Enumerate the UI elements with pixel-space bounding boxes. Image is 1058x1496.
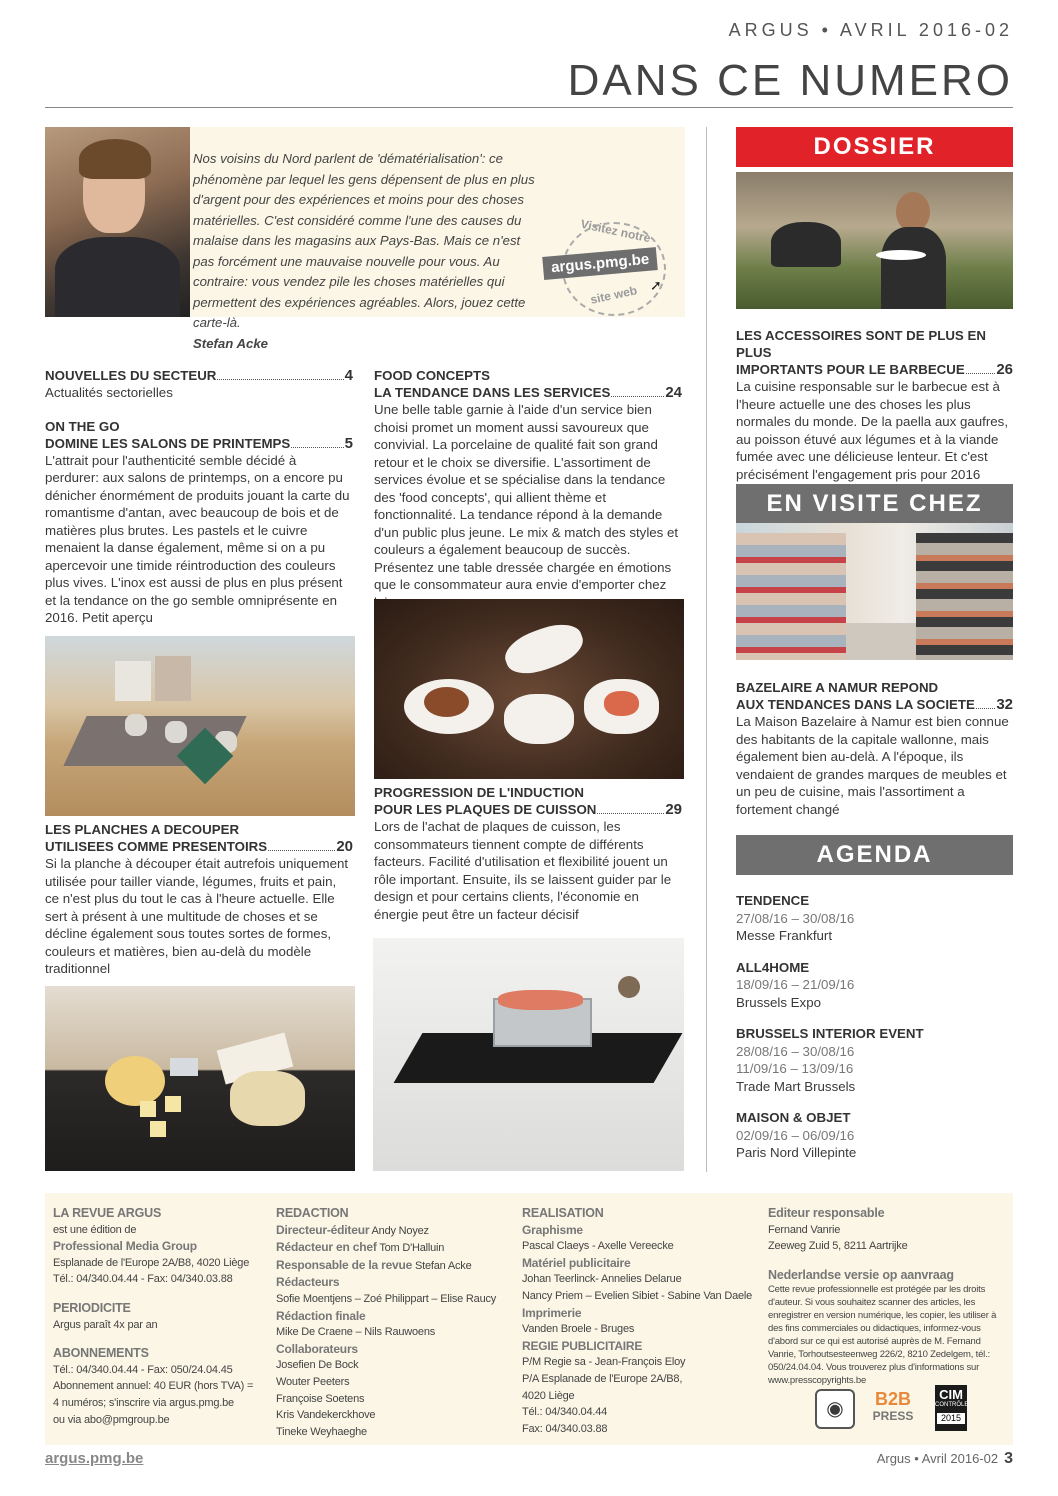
article-summary: Si la planche à découper était autrefois uniquement utilisée pour tailler viande, légumes, fruits et pain, ce n'est plus du tout le cas à l'heure actuelle. Elle sert à présent à une multitude de choses et se décline également sous toutes sortes de formes, couleurs et matières, bien au-delà du modèle traditionnel	[45, 856, 349, 976]
article-page: 4	[344, 367, 353, 384]
role-label: Rédacteurs	[276, 1275, 340, 1290]
role-label: Rédaction finale	[276, 1308, 366, 1323]
stamp-top-text: Visitez notre	[579, 216, 652, 246]
article-title-line1: BAZELAIRE A NAMUR REPOND	[736, 680, 939, 695]
page-footer	[877, 1450, 1013, 1468]
article-barbecue[interactable]	[736, 327, 1013, 483]
article-title-line1: LES ACCESSOIRES SONT DE PLUS EN PLUS	[736, 328, 986, 360]
role-value: Stefan Acke	[414, 1259, 472, 1272]
colophon-heading: Nederlandse versie op aanvraag	[768, 1267, 954, 1282]
article-induction[interactable]	[374, 784, 682, 923]
agenda-dates: 18/09/16 – 21/09/16	[736, 977, 855, 992]
colophon-col-1	[53, 1205, 268, 1428]
role-label: Directeur-éditeur	[276, 1222, 370, 1237]
b2b-press-label: PRESS	[872, 1409, 914, 1423]
stamp-bottom-text: site web	[589, 283, 639, 307]
colophon-line: Tél.: 04/340.04.44 - Fax: 050/24.04.45	[53, 1363, 233, 1376]
page-title: DANS CE NUMERO	[567, 56, 1013, 105]
colophon-line: Zeeweg Zuid 5, 8211 Aartrijke	[768, 1240, 908, 1253]
visite-heading: EN VISITE CHEZ	[736, 484, 1013, 523]
induction-cooktop-photo	[373, 938, 684, 1171]
article-planches[interactable]	[45, 821, 353, 978]
article-page: 26	[996, 361, 1013, 378]
collaborator: Josefien De Bock	[276, 1359, 359, 1372]
cim-logo	[935, 1385, 967, 1431]
role-label: Responsable de la revue	[276, 1257, 413, 1272]
agenda-item	[736, 1025, 1013, 1095]
agenda-dates: 02/09/16 – 06/09/16	[736, 1127, 855, 1143]
editorial-box	[45, 127, 685, 351]
article-nouvelles[interactable]	[45, 367, 353, 402]
article-title: POUR LES PLAQUES DE CUISSON	[374, 802, 597, 817]
colophon-heading: ABONNEMENTS	[53, 1346, 149, 1361]
agenda-item	[736, 1109, 1013, 1162]
role-label: Rédacteur en chef	[276, 1240, 377, 1255]
article-on-the-go[interactable]	[45, 418, 353, 627]
article-summary: Une belle table garnie à l'aide d'un service bien choisi promet un moment aussi savoureux que convivial. La porcelaine de qualité fait son grand retour et le choix se diversifie. L'assortiment de services évolue et se spécialise dans la tendance des 'food concepts', qui allient thème et fonctionnalité. La tendance répond à la demande d'un public plus jeune. Le mix & match des styles et couleurs a également beaucoup de succès. Présentez une table dressée chargée en émotions que le consommateur aura envie d'emporter chez	[374, 402, 679, 592]
collaborator: Kris Vandekerckhove	[276, 1409, 376, 1422]
middle-column-lower	[374, 784, 682, 939]
role-value: 4020 Liège	[522, 1389, 575, 1402]
article-summary: Actualités sectorielles	[45, 385, 173, 400]
article-title: LA TENDANCE DANS LES SERVICES	[374, 385, 611, 400]
role-value: Mike De Craene – Nils Rauwoens	[276, 1326, 436, 1339]
stamp-url-link[interactable]: argus.pmg.be	[542, 247, 658, 280]
article-food-concepts[interactable]	[374, 367, 682, 611]
table-setting-photo	[45, 636, 355, 816]
role-value: Pascal Claeys - Axelle Vereecke	[522, 1240, 674, 1253]
website-link[interactable]: argus.pmg.be	[45, 1450, 144, 1467]
colophon	[45, 1193, 1013, 1445]
article-title-line1: LES PLANCHES A DECOUPER	[45, 822, 240, 837]
cursor-icon: ➚	[650, 277, 662, 293]
agenda-dates: 28/08/16 – 30/08/16	[736, 1043, 855, 1059]
article-page: 24	[665, 384, 682, 401]
column-divider	[706, 127, 707, 1172]
barbecue-photo	[736, 172, 1013, 309]
role-value: Andy Noyez	[371, 1224, 429, 1237]
footer-issue: Argus • Avril 2016-02	[876, 1451, 999, 1466]
colophon-heading: REALISATION	[522, 1206, 604, 1220]
cheese-board-photo	[45, 986, 355, 1171]
collaborator: Wouter Peeters	[276, 1375, 350, 1388]
collaborator: Françoise Soetens	[276, 1392, 365, 1405]
article-title: DOMINE LES SALONS DE PRINTEMPS	[45, 435, 291, 451]
agenda-event-title: MAISON & OBJET	[736, 1110, 851, 1125]
colophon-col-2	[276, 1205, 511, 1440]
colophon-heading: Editeur responsable	[768, 1206, 885, 1220]
agenda-heading: AGENDA	[736, 835, 1013, 875]
role-label: Matériel publicitaire	[522, 1255, 631, 1270]
agenda-event-title: ALL4HOME	[736, 959, 810, 975]
editorial-text	[193, 149, 538, 354]
role-value: Sofie Moentjens – Zoé Philippart – Elise Raucy	[276, 1292, 497, 1305]
role-label: REGIE PUBLICITAIRE	[522, 1338, 643, 1353]
colophon-line: 4 numéros; s'inscrire via argus.pmg.be	[53, 1396, 234, 1409]
colophon-line: Argus paraît 4x par an	[53, 1318, 158, 1331]
article-page: 29	[665, 801, 682, 818]
website-stamp[interactable]	[540, 216, 685, 317]
colophon-line: Esplanade de l'Europe 2A/B8, 4020 Liège	[53, 1256, 250, 1269]
article-summary: La Maison Bazelaire à Namur est bien connue des habitants de la capitale wallonne, mais également bien au-delà. A l'époque, ils vendaient de grandes marques de meubles et un peu de cuisine, mais l'assortiment a fortement changé	[736, 714, 1009, 817]
role-value: Tél.: 04/340.04.44	[522, 1406, 608, 1419]
role-value: Vanden Broele - Bruges	[522, 1323, 635, 1336]
article-title: UTILISEES COMME PRESENTOIRS	[45, 839, 268, 854]
colophon-col-3	[522, 1205, 757, 1437]
agenda-dates: 27/08/16 – 30/08/16	[736, 910, 855, 926]
sound-logo-icon: ◉	[815, 1389, 855, 1429]
article-title-line1: ON THE GO	[45, 418, 120, 434]
editorial-author: Stefan Acke	[193, 335, 269, 351]
b2b-press-logo: B2B PRESS	[867, 1389, 919, 1429]
colophon-heading: REDACTION	[276, 1206, 349, 1220]
role-label: Graphisme	[522, 1222, 583, 1237]
article-summary: L'attrait pour l'authenticité semble décidé à perdurer: aux salons de printemps, on a encore pu dénicher énormément de produits jouant la carte du romantisme d'antan, avec beaucoup de bois et de matières plus brutes. Les pastels et le cuivre menaient la danse également, même si on a pu apercevoir une timide réintroduction des couleurs plus vives. L'inox est aussi de plus en plus présent et la tendance on the go semble omniprésente en 2016. Petit aperçu	[45, 452, 350, 625]
editorial-body: Nos voisins du Nord parlent de 'dématérialisation': ce phénomène par lequel les gens dépensent de plus en plus d'argent pour des expériences et moins pour des choses matérielles. C'est considéré comme l'une des causes du malaise dans les magasins aux Pays-Bas. Mais ce n'est pas forcément une mauvaise nouvelle pour vous. Au contraire: vous vendez pile les choses matérielles qui permettent des expériences agréables. Alors, jouez cette carte-là.	[193, 151, 535, 330]
article-page: 32	[996, 696, 1013, 713]
agenda-item	[736, 959, 1013, 1012]
agenda-place: Messe Frankfurt	[736, 928, 833, 943]
role-value: Tom D'Halluin	[379, 1242, 445, 1255]
publisher-name: Professional Media Group	[53, 1239, 197, 1254]
agenda-place: Brussels Expo	[736, 994, 821, 1010]
article-summary: La cuisine responsable sur le barbecue est à l'heure actuelle une des choses les plus normales du monde. De la paella aux gaufres, au poisson étuvé aux légumes et à la viande fumée avec une délicieuse lenteur. Et c'est précisément l'engagement pris pour 2016	[736, 379, 1009, 482]
header-divider	[45, 107, 1013, 108]
article-title: NOUVELLES DU SECTEUR	[45, 368, 217, 383]
colophon-line: Abonnement annuel: 40 EUR (hors TVA) =	[53, 1380, 254, 1393]
middle-column	[374, 367, 682, 627]
agenda-item	[736, 892, 1013, 945]
left-column-lower	[45, 821, 353, 994]
author-photo	[45, 127, 190, 317]
colophon-line: Fernand Vanrie	[768, 1223, 841, 1236]
role-label: Imprimerie	[522, 1305, 582, 1320]
role-value: P/A Esplanade de l'Europe 2A/B8,	[522, 1372, 683, 1385]
article-summary: Lors de l'achat de plaques de cuisson, les consommateurs tiennent compte de différents facteurs. Facilité d'utilisation et flexibilité jouent un rôle important. Ensuite, ils se laissent guider par le design et pour certains clients, l'économie en énergie peut être un facteur décisif	[374, 819, 672, 922]
agenda-place: Trade Mart Brussels	[736, 1078, 856, 1094]
cim-label: CIM	[939, 1387, 963, 1402]
role-value: Nancy Priem – Evelien Sibiet - Sabine Van Daele	[522, 1289, 753, 1302]
colophon-heading: PERIODICITE	[53, 1300, 131, 1315]
article-page: 20	[336, 838, 353, 855]
food-platter-photo	[374, 599, 684, 779]
page-number: 3	[1004, 1450, 1013, 1467]
agenda-dates: 11/09/16 – 13/09/16	[736, 1061, 854, 1076]
role-value: Johan Teerlinck- Annelies Delarue	[522, 1273, 682, 1286]
cim-year: 2015	[937, 1413, 965, 1424]
collaborator: Tineke Weyhaeghe	[276, 1425, 367, 1438]
role-value: Fax: 04/340.03.88	[522, 1422, 608, 1435]
article-title-line1: PROGRESSION DE L'INDUCTION	[374, 785, 585, 800]
shop-interior-photo	[736, 523, 1013, 660]
role-value: P/M Regie sa - Jean-François Eloy	[522, 1356, 686, 1369]
article-title: AUX TENDANCES DANS LA SOCIETE	[736, 697, 975, 712]
article-page: 5	[344, 434, 353, 452]
role-label: Collaborateurs	[276, 1341, 358, 1356]
issue-line: ARGUS • AVRIL 2016-02	[728, 20, 1013, 40]
agenda-place: Paris Nord Villepinte	[736, 1145, 857, 1160]
article-title: IMPORTANTS POUR LE BARBECUE	[736, 362, 965, 377]
agenda-event-title: BRUSSELS INTERIOR EVENT	[736, 1026, 924, 1041]
article-title-line1: FOOD CONCEPTS	[374, 368, 490, 383]
copyright-note: Cette revue professionnelle est protégée par les droits d'auteur. Si vous souhaitez scanner des articles, les enregistrer en version numérique, les copier, les utiliser à des fins commerciales ou didactiques, informez-vous d'abord sur ce qui est autorisé auprès de M. Fernand Vanrie, Torhoutsesteenweg 226/2, 8210 Zedelgem, tél.: 050/24.04.04. Vous trouverez plus d'informations sur www.presscopyrights.be	[768, 1284, 997, 1387]
colophon-line: Tél.: 04/340.04.44 - Fax: 04/340.03.88	[53, 1273, 233, 1286]
right-column-dossier	[736, 327, 1013, 499]
colophon-line: ou via abo@pmgroup.be	[53, 1413, 170, 1426]
agenda-event-title: TENDENCE	[736, 893, 810, 908]
colophon-col-4	[768, 1205, 1006, 1387]
colophon-heading: LA REVUE ARGUS	[53, 1206, 162, 1220]
agenda-list	[736, 892, 1013, 1176]
dossier-heading: DOSSIER	[736, 127, 1013, 167]
colophon-line: est une édition de	[53, 1223, 137, 1236]
right-column-visite	[736, 679, 1013, 834]
cim-sub-label: CONTRÔLE	[935, 1402, 969, 1408]
left-column	[45, 367, 353, 643]
article-bazelaire[interactable]	[736, 679, 1013, 818]
